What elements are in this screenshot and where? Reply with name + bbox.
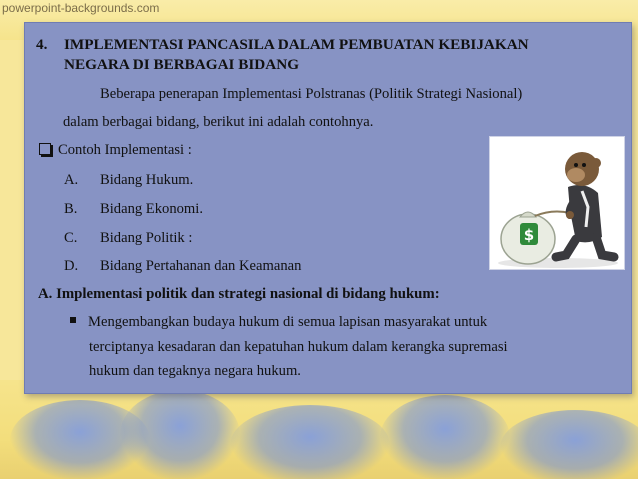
- examples-title: [39, 142, 192, 159]
- section-a-bullet-line-1: [70, 314, 487, 331]
- section-a-bullet-line-3: hukum dan tegaknya negara hukum.: [89, 363, 301, 379]
- clipart-image: [489, 136, 625, 270]
- intro-line-1: Beberapa penerapan Implementasi Polstranas (Politik Strategi Nasional): [100, 86, 523, 102]
- checkbox-bullet-icon: [39, 143, 51, 155]
- example-marker-c: C.: [64, 230, 78, 246]
- dollar-sign: $: [523, 226, 535, 244]
- example-marker-b: B.: [64, 201, 78, 217]
- example-label-a: Bidang Hukum.: [100, 172, 194, 188]
- monkey-dragging-money-bag-icon: [490, 137, 626, 271]
- heading-line-2: NEGARA DI BERBAGAI BIDANG: [64, 56, 300, 73]
- examples-title-label: Contoh Implementasi :: [58, 142, 192, 158]
- bullet-line-1-text: Mengembangkan budaya hukum di semua lapisan masyarakat untuk: [88, 314, 488, 330]
- example-label-d: Bidang Pertahanan dan Keamanan: [100, 258, 302, 274]
- example-marker-a: A.: [64, 172, 79, 188]
- heading-line-1: IMPLEMENTASI PANCASILA DALAM PEMBUATAN KEBIJAKAN: [64, 36, 529, 53]
- background-water-splash: [0, 380, 638, 479]
- example-label-b: Bidang Ekonomi.: [100, 201, 203, 217]
- example-label-c: Bidang Politik :: [100, 230, 193, 246]
- watermark: powerpoint-backgrounds.com: [2, 1, 160, 15]
- intro-line-2: dalam berbagai bidang, berikut ini adalah contohnya.: [63, 114, 374, 130]
- example-marker-d: D.: [64, 258, 79, 274]
- heading-number: 4.: [36, 36, 48, 53]
- square-bullet-icon: [70, 317, 76, 323]
- section-a-bullet-line-2: terciptanya kesadaran dan kepatuhan hukum dalam kerangka supremasi: [89, 339, 508, 355]
- section-a-title: A. Implementasi politik dan strategi nasional di bidang hukum:: [38, 286, 440, 302]
